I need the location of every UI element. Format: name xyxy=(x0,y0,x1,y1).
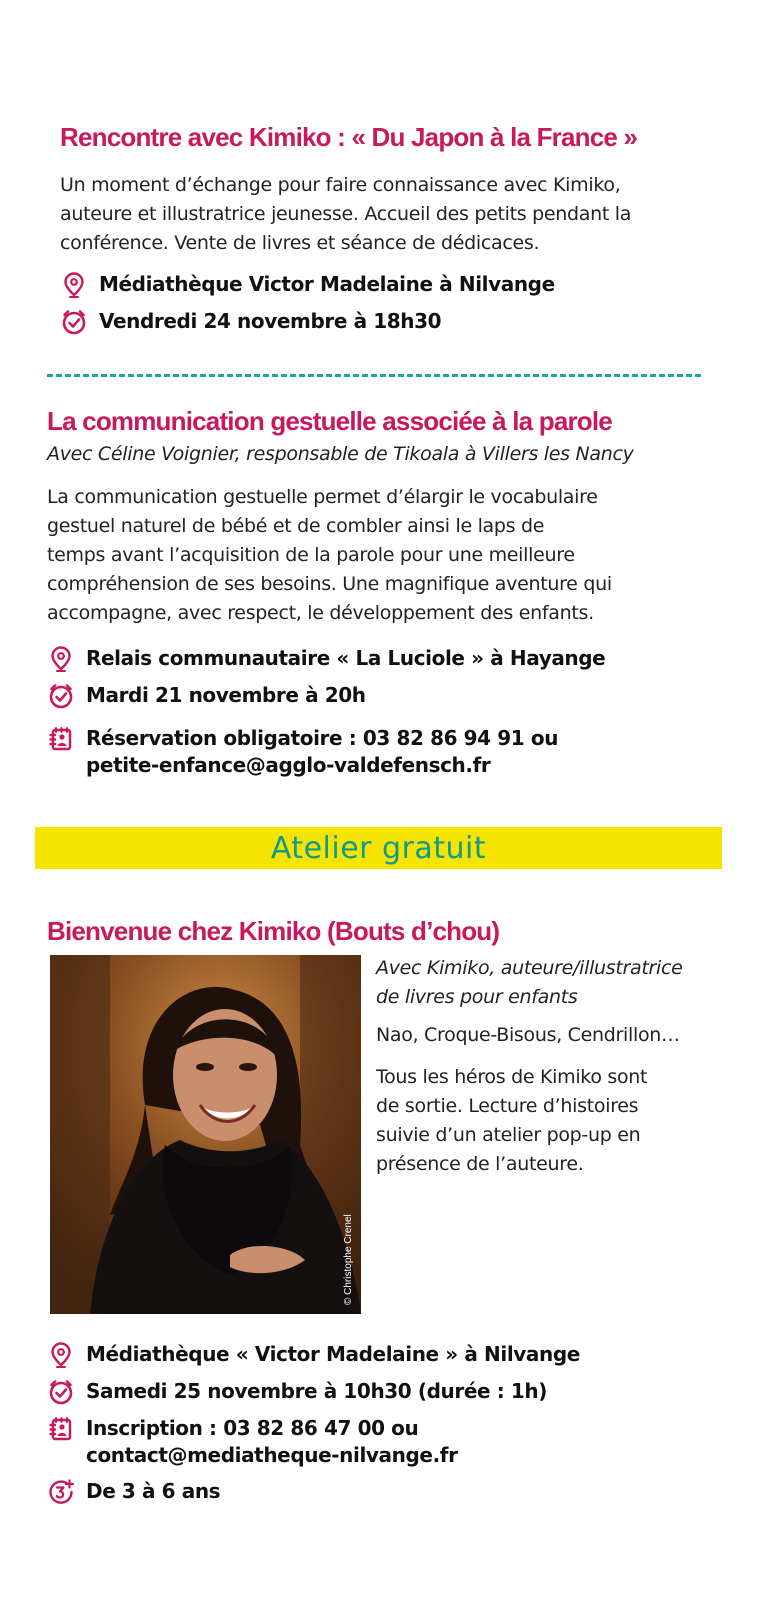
contact-card-icon xyxy=(47,725,75,753)
photo-credit: © Christophe Crenel xyxy=(343,1214,354,1305)
event3-location xyxy=(47,1341,580,1369)
event3-description-line: Tous les héros de Kimiko sont xyxy=(376,1066,648,1088)
event2-reservation-text xyxy=(86,725,558,779)
age-3plus-icon xyxy=(47,1478,75,1506)
event3-description-line: suivie d’un atelier pop-up en xyxy=(376,1124,641,1146)
event2-reservation-phone: Réservation obligatoire : 03 82 86 94 91 ou xyxy=(86,726,559,750)
clock-icon xyxy=(47,1378,75,1406)
clock-icon xyxy=(60,308,88,336)
event2-datetime xyxy=(47,682,366,710)
event3-description-line: de sortie. Lecture d’histoires xyxy=(376,1095,639,1117)
event1-location xyxy=(60,271,555,299)
event2-location-text: Relais communautaire « La Luciole » à Hayange xyxy=(86,646,606,670)
event1-location-text: Médiathèque Victor Madelaine à Nilvange xyxy=(99,272,555,296)
event3-inscription-text xyxy=(86,1415,458,1469)
kimiko-photo xyxy=(50,955,361,1314)
event1-description-line: conférence. Vente de livres et séance de dédicaces. xyxy=(60,232,540,254)
banner-label: Atelier gratuit xyxy=(270,830,487,866)
event1-datetime xyxy=(60,308,441,336)
section-divider xyxy=(47,374,701,377)
free-workshop-banner xyxy=(35,827,722,869)
contact-card-icon xyxy=(47,1415,75,1443)
event3-subtitle-line: de livres pour enfants xyxy=(376,986,578,1008)
event2-description-line: compréhension de ses besoins. Une magnifique aventure qui xyxy=(47,573,612,595)
event3-books: Nao, Croque-Bisous, Cendrillon… xyxy=(376,1024,680,1046)
event3-datetime-text: Samedi 25 novembre à 10h30 (durée : 1h) xyxy=(86,1379,547,1403)
event2-description xyxy=(47,483,612,628)
event3-inscription xyxy=(47,1415,458,1469)
event1-description-line: Un moment d’échange pour faire connaissance avec Kimiko, xyxy=(60,174,621,196)
event3-inscription-phone: Inscription : 03 82 86 47 00 ou xyxy=(86,1416,419,1440)
event2-description-line: La communication gestuelle permet d’élargir le vocabulaire xyxy=(47,486,598,508)
event1-title: Rencontre avec Kimiko : « Du Japon à la France » xyxy=(60,122,638,152)
event2-description-line: temps avant l’acquisition de la parole pour une meilleure xyxy=(47,544,575,566)
event3-age-text: De 3 à 6 ans xyxy=(86,1479,221,1503)
event2-description-line: gestuel naturel de bébé et de combler ainsi le laps de xyxy=(47,515,545,537)
event1-description-line: auteure et illustratrice jeunesse. Accueil des petits pendant la xyxy=(60,203,632,225)
event2-reservation xyxy=(47,725,558,779)
location-pin-icon xyxy=(60,271,88,299)
event3-title: Bienvenue chez Kimiko (Bouts d’chou) xyxy=(47,916,500,946)
event3-datetime xyxy=(47,1378,547,1406)
event3-age xyxy=(47,1478,220,1506)
event3-description-line: présence de l’auteure. xyxy=(376,1153,584,1175)
event3-subtitle xyxy=(376,954,683,1012)
event3-subtitle-line: Avec Kimiko, auteure/illustratrice xyxy=(376,957,683,979)
event3-location-text: Médiathèque « Victor Madelaine » à Nilvange xyxy=(86,1342,580,1366)
clock-icon xyxy=(47,682,75,710)
event2-description-line: accompagne, avec respect, le développement des enfants. xyxy=(47,602,594,624)
event2-datetime-text: Mardi 21 novembre à 20h xyxy=(86,683,366,707)
event2-reservation-email[interactable]: petite-enfance@agglo-valdefensch.fr xyxy=(86,753,491,777)
event1-description xyxy=(60,171,631,258)
event2-title: La communication gestuelle associée à la parole xyxy=(47,406,612,436)
location-pin-icon xyxy=(47,1341,75,1369)
event1-datetime-text: Vendredi 24 novembre à 18h30 xyxy=(99,309,442,333)
event3-inscription-email[interactable]: contact@mediatheque-nilvange.fr xyxy=(86,1443,458,1467)
event2-location xyxy=(47,645,605,673)
event2-subtitle: Avec Céline Voignier, responsable de Tikoala à Villers les Nancy xyxy=(47,443,634,465)
event3-description xyxy=(376,1063,647,1179)
location-pin-icon xyxy=(47,645,75,673)
